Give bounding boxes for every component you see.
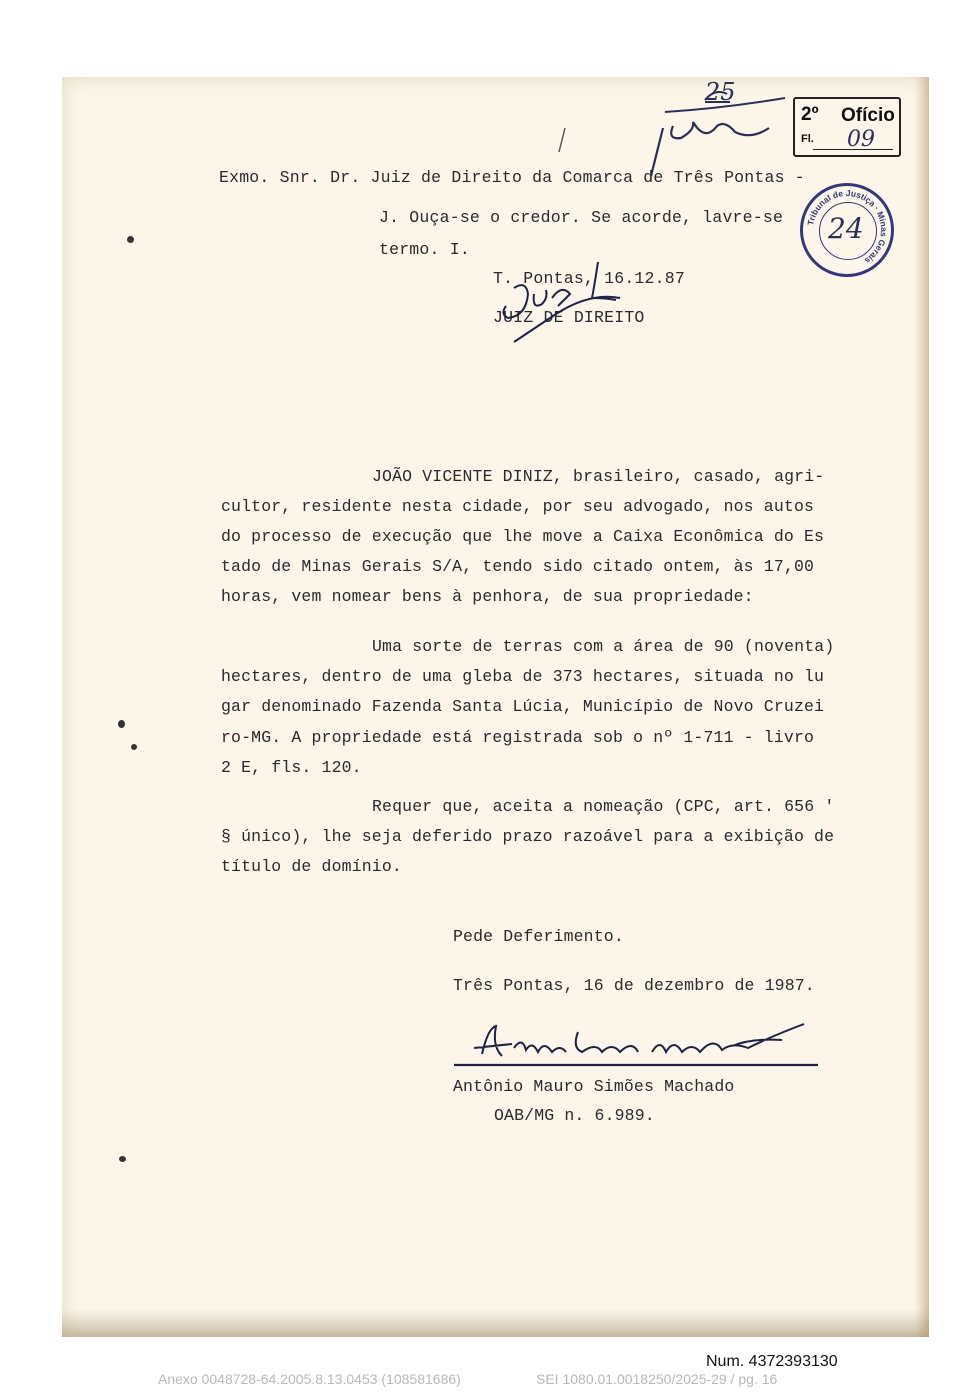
signer-oab: OAB/MG n. 6.989. bbox=[494, 1106, 655, 1125]
body-line: Requer que, aceita a nomeação (CPC, art. 656 ' bbox=[372, 797, 835, 816]
body-line: JOÃO VICENTE DINIZ, brasileiro, casado, agri- bbox=[372, 467, 825, 486]
body-line: Uma sorte de terras com a área de 90 (noventa) bbox=[372, 637, 835, 656]
body-line: do processo de execução que lhe move a Caixa Econômica do Es bbox=[221, 527, 825, 546]
tribunal-seal bbox=[800, 183, 894, 277]
folha-value: 09 bbox=[847, 127, 875, 152]
signer-name: Antônio Mauro Simões Machado bbox=[453, 1077, 735, 1096]
sei-reference: SEI 1080.01.0018250/2025-29 / pg. 16 bbox=[536, 1371, 778, 1387]
body-line: tado de Minas Gerais S/A, tendo sido citado ontem, às 17,00 bbox=[221, 557, 815, 576]
binder-mark bbox=[131, 744, 137, 750]
binder-mark bbox=[118, 720, 125, 728]
folha-underline bbox=[813, 149, 893, 150]
closing-place-date: Três Pontas, 16 de dezembro de 1987. bbox=[453, 976, 815, 995]
body-line: 2 E, fls. 120. bbox=[221, 758, 362, 777]
body-line: horas, vem nomear bens à penhora, de sua propriedade: bbox=[221, 587, 754, 606]
body-line: título de domínio. bbox=[221, 857, 402, 876]
top-handwriting bbox=[555, 80, 795, 180]
body-line: gar denominado Fazenda Santa Lúcia, Município de Novo Cruzei bbox=[221, 697, 825, 716]
body-line: hectares, dentro de uma gleba de 373 hectares, situada no lu bbox=[221, 667, 825, 686]
office-label: Ofício bbox=[841, 105, 895, 126]
binder-mark bbox=[119, 1156, 126, 1162]
body-line: cultor, residente nesta cidade, por seu advogado, nos autos bbox=[221, 497, 815, 516]
closing-request: Pede Deferimento. bbox=[453, 927, 624, 946]
judge-signature bbox=[496, 258, 626, 350]
folha-label: Fl. bbox=[801, 133, 814, 145]
office-stamp bbox=[793, 97, 901, 157]
office-number: 2º bbox=[801, 104, 819, 125]
addressee-line: Exmo. Snr. Dr. Juiz de Direito da Comarca de Três Pontas - bbox=[219, 168, 805, 187]
binder-mark bbox=[127, 236, 134, 243]
judge-order-line-2: termo. I. bbox=[379, 240, 470, 259]
svg-text:Tribunal de Justiça · Minas Ge: Tribunal de Justiça · Minas Gerais bbox=[805, 187, 890, 267]
body-line: ro-MG. A propriedade está registrada sob o nº 1-711 - livro bbox=[221, 728, 815, 747]
judge-order-place-date: T. Pontas, 16.12.87 bbox=[493, 269, 685, 288]
document-number: Num. 4372393130 bbox=[706, 1353, 838, 1370]
top-handwritten-number: 25 bbox=[705, 78, 736, 106]
tribunal-seal-number: 24 bbox=[828, 212, 864, 245]
judge-order-line-1: J. Ouça-se o credor. Se acorde, lavre-se bbox=[379, 208, 784, 227]
body-line: § único), lhe seja deferido prazo razoável para a exibição de bbox=[221, 827, 835, 846]
lawyer-signature bbox=[452, 1018, 822, 1070]
annex-reference: Anexo 0048728-64.2005.8.13.0453 (108581686) bbox=[158, 1371, 461, 1387]
judge-title: JUIZ DE DIREITO bbox=[493, 308, 645, 327]
